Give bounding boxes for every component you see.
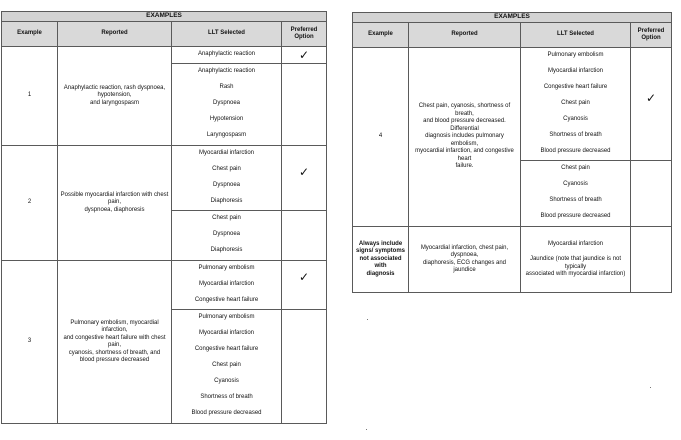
llt-term: Blood pressure decreased (191, 410, 262, 417)
preferred-empty-cell (282, 310, 327, 424)
llt-term: Myocardial infarction (198, 330, 255, 337)
llt-term: Chest pain (212, 166, 241, 173)
example-number: 4 (353, 48, 409, 227)
llt-term: Congestive heart failure (194, 297, 259, 304)
llt-term: Anaphylactic reaction (197, 51, 256, 58)
example-number: 1 (2, 47, 58, 146)
always-include-label (353, 227, 409, 293)
column-header-example: Example (2, 22, 58, 47)
reported-line: Anaphylactic reaction, rash dyspnoea, (63, 84, 166, 91)
example-number: 2 (2, 146, 58, 261)
llt-term: Blood pressure decreased (540, 213, 611, 220)
llt-option-cell (172, 146, 282, 211)
llt-term: Diaphoresis (210, 198, 243, 205)
llt-term: Chest pain (561, 165, 590, 172)
example-number: 3 (2, 261, 58, 424)
preferred-empty-cell (282, 64, 327, 146)
column-header-reported: Reported (409, 23, 521, 48)
llt-term: Dyspnoea (212, 182, 241, 189)
scan-speck (650, 387, 651, 388)
column-header-llt-selected: LLT Selected (172, 22, 282, 47)
reported-line: Myocardial infarction, chest pain, dyspnoea, (420, 244, 509, 258)
llt-term: Pulmonary embolism (198, 265, 255, 272)
preferred-empty-cell (631, 227, 672, 293)
llt-term: Chest pain (561, 100, 590, 107)
column-header-preferred-option: Preferred Option (631, 23, 672, 48)
llt-option-cell (172, 310, 282, 424)
scan-speck (367, 319, 368, 320)
llt-option-cell (521, 161, 631, 227)
reported-line: Pulmonary embolism, myocardial infarction, (70, 319, 159, 333)
llt-option-cell (521, 48, 631, 161)
preferred-check-icon: ✓ (631, 48, 672, 161)
llt-option-cell (172, 47, 282, 64)
llt-note-line: associated with myocardial infarction) (525, 271, 626, 277)
llt-term: Shortness of breath (200, 394, 253, 401)
llt-term: Congestive heart failure (543, 84, 608, 91)
reported-text (58, 261, 172, 424)
reported-line: dyspnoea, diaphoresis (84, 206, 145, 213)
reported-line: failure. (455, 163, 474, 170)
reported-text (409, 227, 521, 293)
reported-line: Chest pain, cyanosis, shortness of breath, (418, 103, 511, 117)
llt-term: Myocardial infarction (198, 150, 255, 157)
reported-text (58, 146, 172, 261)
left-examples-table (1, 11, 327, 424)
llt-term: Dyspnoea (212, 231, 241, 238)
reported-line: and blood pressure decreased. Differential (423, 118, 506, 132)
preferred-empty-cell (282, 211, 327, 261)
llt-option-cell (521, 227, 631, 293)
reported-line: diaphoresis, ECG changes and jaundice (422, 259, 507, 273)
column-header-llt-selected: LLT Selected (521, 23, 631, 48)
reported-text (409, 48, 521, 227)
reported-line: diagnosis includes pulmonary embolism, (425, 133, 504, 147)
table-title: EXAMPLES (353, 13, 672, 23)
llt-term: Shortness of breath (549, 197, 602, 204)
table-title: EXAMPLES (2, 12, 327, 22)
preferred-empty-cell (631, 161, 672, 227)
reported-line: and congestive heart failure with chest pain, (63, 334, 166, 348)
preferred-check-icon: ✓ (282, 146, 327, 211)
llt-term: Diaphoresis (210, 247, 243, 254)
label-line: Always include (358, 240, 403, 247)
label-line: not associated with (359, 255, 402, 270)
reported-line: myocardial infarction, and congestive heart (415, 148, 514, 162)
llt-term: Pulmonary embolism (198, 314, 255, 321)
llt-term: Hypotension (209, 116, 244, 123)
label-line: signs/ symptoms (355, 248, 405, 255)
llt-option-cell (172, 261, 282, 310)
llt-term: Cyanosis (563, 181, 588, 188)
llt-term: Myocardial infarction (547, 68, 604, 75)
reported-line: cyanosis, shortness of breath, and (68, 349, 161, 356)
reported-text (58, 47, 172, 146)
llt-term: Myocardial infarction (547, 240, 604, 247)
llt-term: Anaphylactic reaction (197, 68, 256, 75)
reported-line: and laryngospasm (89, 99, 140, 106)
llt-term: Pulmonary embolism (547, 52, 604, 59)
llt-term: Cyanosis (214, 378, 239, 385)
column-header-example: Example (353, 23, 409, 48)
llt-term: Blood pressure decreased (540, 148, 611, 155)
llt-option-cell (172, 64, 282, 146)
column-header-preferred-option: Preferred Option (282, 22, 327, 47)
label-line: diagnosis (366, 270, 395, 277)
scan-speck (366, 429, 367, 430)
llt-term: Shortness of breath (549, 132, 602, 139)
llt-note-line: Jaundice (note that jaundice is not typically (529, 256, 622, 270)
llt-term: Dyspnoea (212, 100, 241, 107)
llt-term: Cyanosis (563, 116, 588, 123)
reported-line: pain, (107, 199, 121, 206)
llt-term: Laryngospasm (206, 132, 247, 139)
reported-line: hypotension, (97, 92, 132, 99)
reported-line: Possible myocardial infarction with chest (60, 191, 169, 198)
llt-term: Rash (219, 84, 234, 91)
llt-term: Myocardial infarction (198, 281, 255, 288)
column-header-reported: Reported (58, 22, 172, 47)
right-examples-table (352, 12, 672, 293)
llt-term: Chest pain (212, 215, 241, 222)
reported-line: blood pressure decreased (79, 357, 150, 363)
llt-option-cell (172, 211, 282, 261)
llt-term: Chest pain (212, 362, 241, 369)
preferred-check-icon: ✓ (282, 261, 327, 310)
llt-term: Congestive heart failure (194, 346, 259, 353)
preferred-check-icon: ✓ (282, 47, 327, 64)
